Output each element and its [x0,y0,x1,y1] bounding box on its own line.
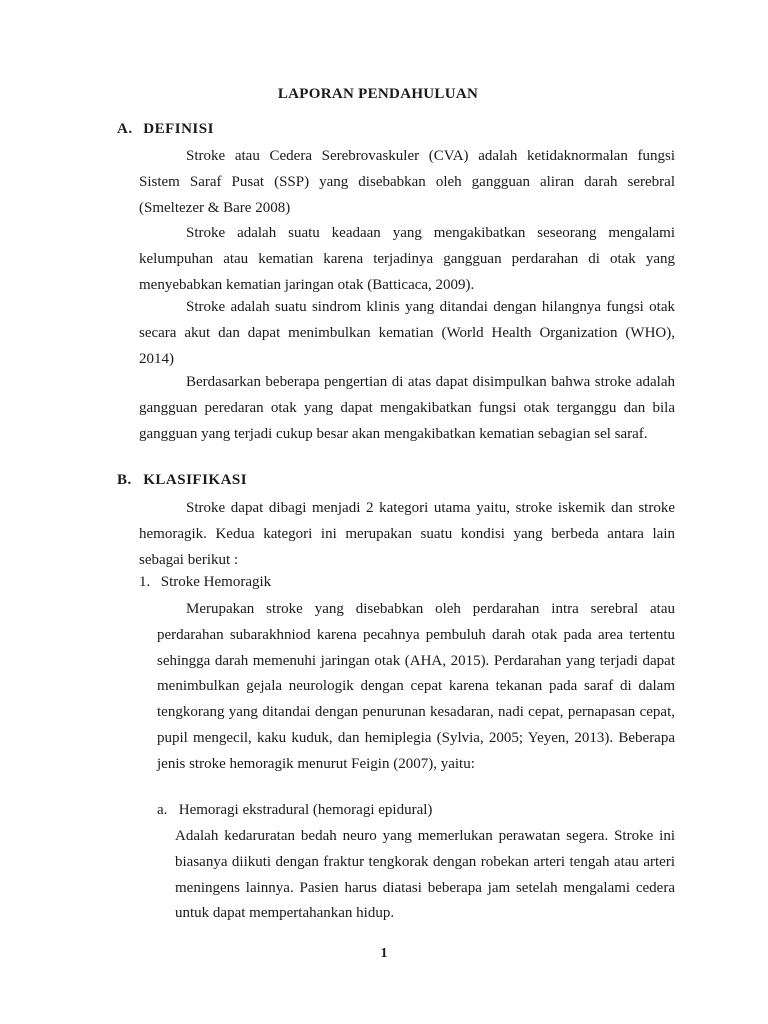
sub-item-a-text: Adalah kedaruratan bedah neuro yang memerlukan perawatan segera. Stroke ini biasanya diikuti dengan fraktur tengkorak dengan robekan arteri tengah atau arteri meningens lainnya. Pasien harus diatasi beberapa jam setelah mengalami cedera untuk dapat mempertahankan hidup. [175,828,675,922]
section-b-title: KLASIFIKASI [143,472,248,488]
section-b-heading [117,472,247,489]
item-1-number: 1. [139,574,151,590]
section-a-paragraph-3: Stroke adalah suatu sindrom klinis yang ditandai dengan hilangnya fungsi otak secara akut dan dapat menimbulkan kematian (World Health Organization (WHO), 2014) [139,299,675,367]
document-title: LAPORAN PENDAHULUAN [277,86,479,102]
section-a-heading [117,121,214,138]
sub-item-a-label [157,802,432,819]
section-a-letter: A. [117,121,133,137]
section-a-paragraph-4: Berdasarkan beberapa pengertian di atas dapat disimpulkan bahwa stroke adalah gangguan peredaran otak yang dapat mengakibatkan fungsi otak terganggu dan bila gangguan yang terjadi cukup besar akan mengakibatkan kematian sebagian sel saraf. [139,374,675,442]
sub-item-a-title: Hemoragi ekstradural (hemoragi epidural) [178,802,433,818]
page-number: 1 [380,946,388,961]
section-a-title: DEFINISI [143,121,214,137]
sub-item-a-letter: a. [157,802,168,818]
section-a-paragraph-2: Stroke adalah suatu keadaan yang mengakibatkan seseorang mengalami kelumpuhan atau kematian karena terjadinya gangguan perdarahan di otak yang menyebabkan kematian jaringan otak (Batticaca, 2009). [139,225,675,293]
section-b-intro: Stroke dapat dibagi menjadi 2 kategori utama yaitu, stroke iskemik dan stroke hemoragik. Kedua kategori ini merupakan suatu kondisi yang berbeda antara lain sebagai berikut : [139,500,675,568]
item-1-text: Merupakan stroke yang disebabkan oleh perdarahan intra serebral atau perdarahan subarakhniod karena pecahnya pembuluh darah otak pada area tertentu sehingga darah memenuhi jaringan otak (AHA, 2015). Perdarahan yang terjadi dapat menimbulkan gejala neurologik dengan cepat karena tekanan pada saraf di dalam tengkorang yang ditandai dengan penurunan kesadaran, nadi cepat, pernapasan cepat, pupil mengecil, kaku kuduk, dan hemiplegia (Sylvia, 2005; Yeyen, 2013). Beberapa jenis stroke hemoragik menurut Feigin (2007), yaitu: [157,601,675,772]
item-1-label [139,574,271,591]
section-a-paragraph-1: Stroke atau Cedera Serebrovaskuler (CVA) adalah ketidaknormalan fungsi Sistem Saraf Pusat (SSP) yang disebabkan oleh gangguan aliran darah serebral (Smeltezer & Bare 2008) [139,148,675,216]
section-b-letter: B. [117,472,132,488]
item-1-title: Stroke Hemoragik [160,574,272,590]
